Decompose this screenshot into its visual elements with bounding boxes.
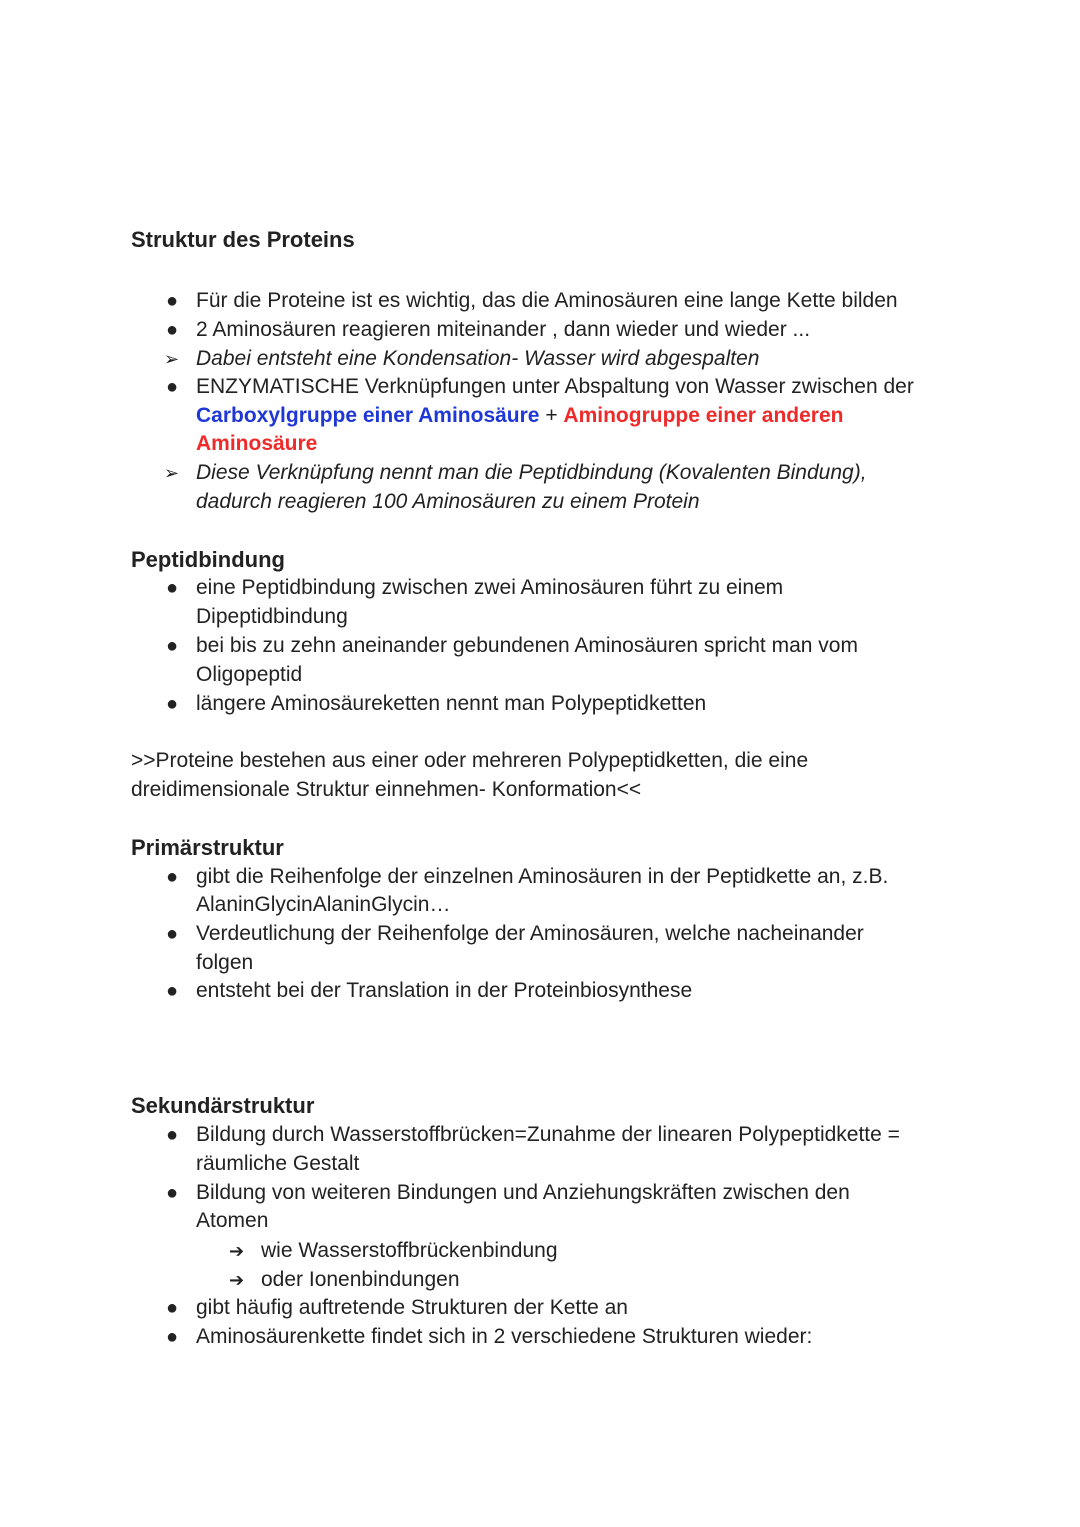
amino-text: Aminogruppe einer anderen [563, 404, 844, 427]
summary-text-continuation: dreidimensionale Struktur einnehmen- Konformation<< [131, 778, 642, 801]
list-item-continuation: folgen [196, 951, 254, 974]
list-item-continuation: Oligopeptid [196, 663, 303, 686]
list-item: gibt die Reihenfolge der einzelnen Aminosäuren in der Peptidkette an, z.B. [196, 865, 889, 888]
list-item: Verdeutlichung der Reihenfolge der Aminosäuren, welche nacheinander [196, 922, 864, 945]
bullet-icon: ● [166, 1297, 179, 1319]
amino-text-continuation: Aminosäure [196, 432, 318, 455]
list-item: ENZYMATISCHE Verknüpfungen unter Abspaltung von Wasser zwischen der [196, 375, 914, 398]
list-item-continuation: räumliche Gestalt [196, 1152, 360, 1175]
heading-struktur: Struktur des Proteins [131, 227, 355, 252]
list-item: Bildung von weiteren Bindungen und Anziehungskräften zwischen den [196, 1181, 850, 1204]
heading-sekundaerstruktur: Sekundärstruktur [131, 1093, 315, 1118]
list-item-continuation: AlaninGlycinAlaninGlycin… [196, 893, 451, 916]
arrowhead-icon: ➢ [164, 463, 180, 483]
sub-list-item: wie Wasserstoffbrückenbindung [261, 1239, 558, 1262]
plus-text: + [539, 404, 564, 427]
summary-text: >>Proteine bestehen aus einer oder mehreren Polypeptidketten, die eine [131, 749, 809, 772]
right-arrow-icon: ➔ [229, 1241, 245, 1261]
list-item: Für die Proteine ist es wichtig, das die Aminosäuren eine lange Kette bilden [196, 289, 898, 312]
list-item: entsteht bei der Translation in der Proteinbiosynthese [196, 979, 693, 1002]
bullet-icon: ● [166, 1326, 179, 1348]
right-arrow-icon: ➔ [229, 1270, 245, 1290]
heading-primaerstruktur: Primärstruktur [131, 835, 284, 860]
list-item: Diese Verknüpfung nennt man die Peptidbindung (Kovalenten Bindung), [196, 461, 867, 484]
list-item-continuation [196, 403, 843, 429]
list-item: gibt häufig auftretende Strukturen der Kette an [196, 1296, 628, 1319]
bullet-icon: ● [166, 577, 179, 599]
bullet-icon: ● [166, 290, 179, 312]
list-item: eine Peptidbindung zwischen zwei Aminosäuren führt zu einem [196, 576, 784, 599]
list-item: 2 Aminosäuren reagieren miteinander , dann wieder und wieder ... [196, 318, 811, 341]
list-item: Aminosäurenkette findet sich in 2 verschiedene Strukturen wieder: [196, 1325, 813, 1348]
bullet-icon: ● [166, 319, 179, 341]
bullet-icon: ● [166, 693, 179, 715]
arrowhead-icon: ➢ [164, 349, 180, 369]
list-item-continuation: dadurch reagieren 100 Aminosäuren zu einem Protein [196, 490, 700, 513]
list-item-continuation: Atomen [196, 1209, 269, 1232]
list-item: längere Aminosäureketten nennt man Polypeptidketten [196, 692, 707, 715]
heading-peptidbindung: Peptidbindung [131, 547, 285, 572]
bullet-icon: ● [166, 376, 179, 398]
sub-list-item: oder Ionenbindungen [261, 1268, 460, 1291]
bullet-icon: ● [166, 1124, 179, 1146]
bullet-icon: ● [166, 635, 179, 657]
list-item-continuation: Dipeptidbindung [196, 605, 348, 628]
bullet-icon: ● [166, 1182, 179, 1204]
list-item: bei bis zu zehn aneinander gebundenen Aminosäuren spricht man vom [196, 634, 858, 657]
bullet-icon: ● [166, 866, 179, 888]
list-item: Bildung durch Wasserstoffbrücken=Zunahme der linearen Polypeptidkette = [196, 1123, 900, 1146]
bullet-icon: ● [166, 923, 179, 945]
list-item: Dabei entsteht eine Kondensation- Wasser wird abgespalten [196, 347, 760, 370]
bullet-icon: ● [166, 980, 179, 1002]
carboxyl-text: Carboxylgruppe einer Aminosäure [196, 404, 540, 427]
